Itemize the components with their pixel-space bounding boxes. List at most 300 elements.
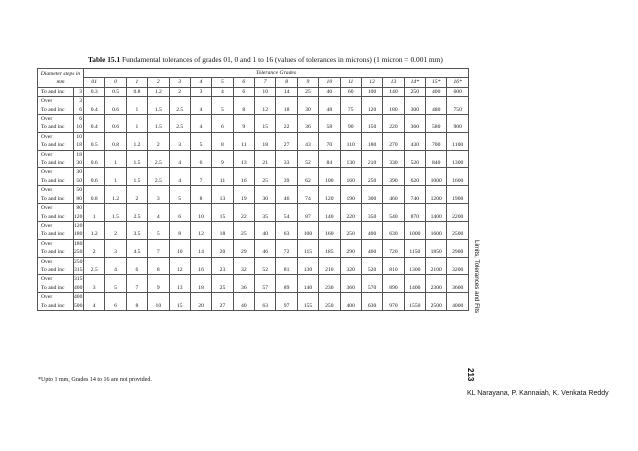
tolerance-value: 3: [105, 239, 126, 257]
tolerance-value: 0.8: [84, 186, 105, 204]
tolerance-value: 14: [276, 87, 297, 96]
tolerance-value: 75: [340, 97, 361, 115]
tolerance-value: 130: [297, 257, 318, 275]
tolerance-value: 250: [361, 168, 382, 186]
over-value: 400: [74, 294, 83, 301]
tolerance-value: 87: [297, 204, 318, 222]
tolerance-value: 1400: [426, 204, 447, 222]
tolerance-value: 2: [84, 239, 105, 257]
tolerance-value: 460: [361, 239, 382, 257]
tolerance-value: 400: [361, 221, 382, 239]
tolerance-value: 36: [297, 115, 318, 133]
tolerance-value: 10: [255, 87, 276, 96]
tolerance-value: 970: [383, 293, 404, 311]
over-value: 120: [74, 222, 83, 229]
over-label: Over: [38, 221, 74, 230]
tolerance-value: 1900: [447, 186, 469, 204]
tolerance-value: 300: [404, 97, 425, 115]
footnote: *Upto 1 mm, Grades 14 to 16 are not provided.: [38, 377, 152, 383]
tolerance-value: 12: [255, 97, 276, 115]
tolerance-value: 740: [404, 186, 425, 204]
tolerance-value: 1.2: [148, 87, 169, 96]
grade-header-cell: 16*: [447, 78, 469, 87]
tolerance-value: 4: [169, 150, 190, 168]
grade-header-cell: 10: [319, 78, 340, 87]
to-value: 80: [74, 195, 84, 204]
tolerance-value: 74: [297, 186, 318, 204]
tolerance-value: 1.5: [126, 168, 147, 186]
tolerance-value: 3600: [447, 275, 469, 293]
tolerance-value: 520: [361, 257, 382, 275]
tolerance-value: 0.6: [84, 150, 105, 168]
tolerance-value: 110: [340, 132, 361, 150]
tolerance-value: 190: [340, 186, 361, 204]
tolerance-value: 1: [126, 97, 147, 115]
tolerance-value: 18: [276, 97, 297, 115]
over-label: Over: [38, 150, 74, 159]
tolerance-value: 2200: [447, 204, 469, 222]
tolerance-value: 9: [212, 150, 233, 168]
tolerance-value: 4: [148, 204, 169, 222]
to-label: To and inc: [38, 195, 74, 204]
over-label: Over: [38, 97, 74, 106]
tolerance-value: 460: [383, 186, 404, 204]
tolerance-value: 3200: [447, 257, 469, 275]
tolerance-value: 10: [148, 293, 169, 311]
tolerance-value: 2: [126, 186, 147, 204]
tolerance-value: 1.2: [105, 186, 126, 204]
tolerance-value: 23: [212, 257, 233, 275]
tolerance-value: 400: [426, 87, 447, 96]
page-number: 213: [466, 368, 475, 382]
tolerance-value: 810: [383, 257, 404, 275]
tolerance-value: 13: [212, 186, 233, 204]
tolerance-value: 570: [361, 275, 382, 293]
over-value: 18: [74, 150, 84, 159]
tolerance-value: 7: [126, 275, 147, 293]
tolerance-value: 3: [84, 275, 105, 293]
tolerance-value: 2.5: [126, 204, 147, 222]
to-label: To and inc: [38, 123, 74, 132]
tolerance-value: 89: [276, 275, 297, 293]
table-row: [38, 186, 469, 195]
tolerance-value: 130: [340, 150, 361, 168]
tolerance-value: 330: [383, 150, 404, 168]
grade-header-cell: 11: [340, 78, 361, 87]
tolerance-value: 2500: [447, 221, 469, 239]
tolerance-value: 360: [340, 275, 361, 293]
tolerance-value: 3: [169, 132, 190, 150]
to-value: 10: [74, 123, 84, 132]
to-value: 120: [74, 213, 83, 220]
tolerance-value: 8: [212, 132, 233, 150]
grade-header-cell: 8: [276, 78, 297, 87]
tolerance-value: 0.4: [84, 115, 105, 133]
tolerance-value: 210: [319, 257, 340, 275]
tolerance-value: 0.6: [84, 168, 105, 186]
tolerance-value: 320: [340, 257, 361, 275]
grade-header-cell: 01: [84, 78, 105, 87]
table-row: [38, 168, 469, 177]
over-label: Over: [38, 239, 74, 248]
tolerance-value: 48: [319, 97, 340, 115]
tolerance-value: 14: [190, 239, 211, 257]
tolerance-value: 40: [255, 221, 276, 239]
tolerance-value: 1200: [426, 186, 447, 204]
table-body: [38, 87, 469, 310]
grade-header-cell: 9: [297, 78, 318, 87]
tolerance-value: 1000: [426, 168, 447, 186]
tolerance-value: 20: [190, 293, 211, 311]
tolerance-value: 84: [319, 150, 340, 168]
table-row: [38, 275, 469, 284]
over-value: 3: [74, 97, 84, 106]
tolerance-value: 12: [190, 221, 211, 239]
tolerance-value: 220: [340, 204, 361, 222]
tolerance-value: 5: [169, 186, 190, 204]
tolerance-value: 0.8: [105, 132, 126, 150]
grade-header-cell: 7: [255, 78, 276, 87]
tolerance-value: 155: [297, 293, 318, 311]
tolerance-value: 29: [233, 239, 254, 257]
to-value: 250: [74, 249, 83, 256]
grade-header-cell: 15*: [426, 78, 447, 87]
tolerance-value: 57: [255, 275, 276, 293]
tolerance-value: 630: [383, 221, 404, 239]
over-value: 50: [74, 186, 84, 195]
tolerance-value: 140: [297, 275, 318, 293]
tolerance-value: 3: [148, 186, 169, 204]
tolerance-value: 350: [361, 204, 382, 222]
tolerance-value: 32: [233, 257, 254, 275]
tolerance-value: 840: [426, 150, 447, 168]
tolerance-value: 7: [148, 239, 169, 257]
tolerance-value: 2.5: [84, 257, 105, 275]
over-value: 6: [74, 115, 84, 124]
tolerance-value: 2900: [447, 239, 469, 257]
to-label: To and inc: [38, 284, 74, 293]
tolerance-value: 30: [297, 97, 318, 115]
tolerance-value: 4: [105, 257, 126, 275]
tolerance-value: 1100: [447, 132, 469, 150]
tolerance-value: 22: [276, 115, 297, 133]
tolerance-value: 2300: [426, 275, 447, 293]
tolerance-value: 390: [383, 168, 404, 186]
tolerance-value: 8: [169, 221, 190, 239]
tolerance-value: 900: [447, 115, 469, 133]
tolerance-value: 10: [169, 239, 190, 257]
tolerance-value: 60: [340, 87, 361, 96]
to-value: 30: [74, 159, 84, 168]
tolerance-value: 1: [105, 150, 126, 168]
tolerance-value: 6: [212, 115, 233, 133]
tolerance-value: 4: [212, 87, 233, 96]
tolerance-value: 1.5: [105, 204, 126, 222]
tolerance-value: 5: [212, 97, 233, 115]
tolerance-value: 27: [276, 132, 297, 150]
grade-header-cell: 2: [148, 78, 169, 87]
table-caption-text: Fundamental tolerances of grades 01, 0 and 1 to 16 (values of tolerances in microns) (1 micron = 0.001 mm): [122, 55, 443, 64]
tolerance-value: 39: [276, 168, 297, 186]
tolerance-value: 16: [233, 168, 254, 186]
tolerance-value: 2: [105, 221, 126, 239]
table-row: [38, 239, 469, 248]
to-value: 500: [74, 302, 83, 309]
tolerance-value: 890: [383, 275, 404, 293]
tolerance-value: 11: [233, 132, 254, 150]
over-label: Over: [38, 257, 74, 266]
grade-header-cell: 12: [361, 78, 382, 87]
tolerance-value: 20: [212, 239, 233, 257]
tolerance-value: 0.8: [126, 87, 147, 96]
tolerance-value: 36: [233, 275, 254, 293]
tolerance-value: 300: [361, 186, 382, 204]
over-value: 315: [74, 276, 83, 283]
tolerance-value: 8: [190, 186, 211, 204]
table-row: [38, 115, 469, 124]
tolerance-value: 100: [319, 168, 340, 186]
tolerance-value: 13: [233, 150, 254, 168]
to-label: To and inc: [38, 141, 74, 150]
tolerance-value: 72: [276, 239, 297, 257]
tolerance-value: 63: [276, 221, 297, 239]
tolerance-value: 2.5: [148, 150, 169, 168]
over-value: 80: [74, 204, 84, 213]
table-row: [38, 87, 469, 88]
tolerance-value: 180: [361, 132, 382, 150]
tolerance-value: 62: [297, 168, 318, 186]
tolerance-value: 5: [190, 132, 211, 150]
tolerance-value: 3.5: [126, 221, 147, 239]
over-label: Over: [38, 204, 74, 213]
tolerance-value: 21: [255, 150, 276, 168]
tolerance-value: 220: [383, 115, 404, 133]
tolerance-value: 90: [340, 115, 361, 133]
to-value: 18: [74, 141, 84, 150]
over-label: Over: [38, 293, 74, 302]
table-row: [38, 97, 469, 106]
tolerance-value: 140: [319, 204, 340, 222]
to-label: To and inc: [38, 230, 74, 239]
tolerance-value: 70: [319, 132, 340, 150]
tolerance-value: 750: [447, 97, 469, 115]
tolerance-value: 63: [255, 293, 276, 311]
tolerance-value: 230: [319, 275, 340, 293]
tolerance-value: 100: [361, 87, 382, 96]
tolerance-value: 6: [169, 204, 190, 222]
table-row: [38, 257, 469, 266]
tolerance-value: 58: [319, 115, 340, 133]
tolerance-value: 7: [190, 168, 211, 186]
tolerance-value: 600: [447, 87, 469, 96]
tolerance-value: 1300: [404, 257, 425, 275]
tolerance-value: 8: [148, 257, 169, 275]
tolerance-value: 540: [383, 204, 404, 222]
to-label: To and inc: [38, 266, 74, 275]
tolerance-value: 4000: [447, 293, 469, 311]
table-row: [38, 293, 469, 302]
tolerance-value: 120: [319, 186, 340, 204]
to-value: 6: [74, 106, 84, 115]
to-label: To and inc: [38, 106, 74, 115]
to-label: To and inc: [38, 177, 74, 186]
tolerance-value: 43: [297, 132, 318, 150]
tolerance-value: 1.5: [148, 97, 169, 115]
tolerance-value: 40: [319, 87, 340, 96]
tolerance-value: 18: [255, 132, 276, 150]
tolerance-value: 1: [105, 168, 126, 186]
to-value: 180: [74, 231, 83, 238]
tolerance-value: 1.5: [148, 115, 169, 133]
tolerance-value: 81: [276, 257, 297, 275]
tolerance-value: 46: [276, 186, 297, 204]
tolerance-value: 180: [383, 97, 404, 115]
tolerance-value: 2500: [426, 293, 447, 311]
grade-header-cell: 0: [105, 78, 126, 87]
tolerance-value: 0.6: [105, 115, 126, 133]
tolerance-value: 25: [233, 221, 254, 239]
to-label: To and inc: [38, 159, 74, 168]
tolerance-value: 1600: [426, 221, 447, 239]
tolerance-value: 6: [105, 293, 126, 311]
tolerance-value: 0.3: [84, 87, 105, 96]
table-caption: [88, 55, 443, 64]
tolerance-value: 1.5: [126, 150, 147, 168]
tolerance-value: 3: [190, 87, 211, 96]
tolerance-value: 2.5: [169, 97, 190, 115]
table-row: [38, 132, 469, 141]
tolerance-value: 1: [84, 204, 105, 222]
tolerance-value: 4: [190, 115, 211, 133]
tolerance-value: 2: [169, 87, 190, 96]
tolerance-value: 270: [383, 132, 404, 150]
tolerance-value: 15: [169, 293, 190, 311]
author-credit: KL Narayana, P. Kannaiah, K. Venkata Reddy: [467, 390, 609, 397]
tolerance-value: 52: [297, 150, 318, 168]
tolerance-value: 40: [233, 293, 254, 311]
tolerance-value: 620: [404, 168, 425, 186]
tolerance-value: 1400: [404, 275, 425, 293]
tolerance-value: 1000: [404, 221, 425, 239]
tolerance-value: 250: [404, 87, 425, 96]
tolerance-value: 9: [233, 115, 254, 133]
tolerance-value: 15: [255, 115, 276, 133]
tolerance-value: 8: [126, 293, 147, 311]
grade-header-cell: 5: [212, 78, 233, 87]
tolerance-value: 0.4: [84, 97, 105, 115]
tolerance-value: 2.5: [148, 168, 169, 186]
tolerance-value: 54: [276, 204, 297, 222]
tolerance-value: 400: [340, 293, 361, 311]
table-label: Table 15.1: [88, 55, 121, 64]
to-label: To and inc: [38, 302, 74, 311]
tolerance-value: 46: [255, 239, 276, 257]
tolerance-value: 0.5: [84, 132, 105, 150]
tolerance-value: 25: [297, 87, 318, 96]
tolerance-value: 2.5: [169, 115, 190, 133]
tolerance-value: 4: [190, 97, 211, 115]
tolerance-value: 700: [426, 132, 447, 150]
tolerance-value: 480: [426, 97, 447, 115]
tolerance-value: 12: [169, 257, 190, 275]
grade-header-row: [38, 78, 469, 87]
tolerance-value: 120: [361, 97, 382, 115]
over-label: Over: [38, 115, 74, 124]
over-value: 30: [74, 168, 84, 177]
tolerance-value: 5: [148, 221, 169, 239]
tolerance-value: 5: [105, 275, 126, 293]
tolerance-value: 19: [233, 186, 254, 204]
side-label: Limits, Tolerances and Fits: [473, 240, 480, 314]
tolerance-value: 520: [404, 150, 425, 168]
over-label: Over: [38, 168, 74, 177]
tolerance-value: 1150: [404, 239, 425, 257]
grade-header-cell: 3: [169, 78, 190, 87]
tolerance-value: 25: [212, 275, 233, 293]
tolerance-value: 22: [233, 204, 254, 222]
tolerance-value: 1.2: [126, 132, 147, 150]
tolerance-value: 160: [319, 221, 340, 239]
tolerance-value: 11: [212, 168, 233, 186]
over-label: Over: [38, 186, 74, 195]
tolerance-value: 10: [190, 204, 211, 222]
tolerance-value: 1: [126, 115, 147, 133]
tolerance-value: 15: [212, 204, 233, 222]
tolerance-value: 360: [404, 115, 425, 133]
tolerance-value: 6: [233, 87, 254, 96]
tolerance-value: 1600: [447, 168, 469, 186]
to-value: 315: [74, 266, 83, 273]
tolerance-value: 16: [190, 257, 211, 275]
over-label: Over: [38, 275, 74, 284]
tolerance-value: 97: [276, 293, 297, 311]
over-value: 250: [74, 258, 83, 265]
to-value: 400: [74, 284, 83, 291]
tolerance-value: 720: [383, 239, 404, 257]
over-value: 10: [74, 132, 84, 141]
tolerance-value: 0.5: [105, 87, 126, 96]
tolerance-value: 290: [340, 239, 361, 257]
to-label: To and inc: [38, 88, 74, 97]
tolerance-value: 18: [190, 275, 211, 293]
tolerance-value: 185: [319, 239, 340, 257]
tolerance-value: 2100: [426, 257, 447, 275]
tolerance-value: 140: [383, 87, 404, 96]
tolerance-value: 4.5: [126, 239, 147, 257]
tolerance-value: 160: [340, 168, 361, 186]
tolerance-value: 210: [361, 150, 382, 168]
tolerance-value: 30: [255, 186, 276, 204]
tolerance-value: 630: [361, 293, 382, 311]
to-label: To and inc: [38, 213, 74, 222]
grades-title: Tolerance Grades: [84, 69, 469, 78]
tolerance-value: 1.2: [84, 221, 105, 239]
tolerance-table: [37, 68, 469, 311]
tolerance-value: 430: [404, 132, 425, 150]
grade-header-cell: 6: [233, 78, 254, 87]
tolerance-value: 35: [255, 204, 276, 222]
tolerance-value: 870: [404, 204, 425, 222]
tolerance-value: 1300: [447, 150, 469, 168]
tolerance-value: 115: [297, 239, 318, 257]
over-label: Over: [38, 132, 74, 141]
tolerance-value: 100: [297, 221, 318, 239]
grade-header-cell: 14*: [404, 78, 425, 87]
grade-header-cell: 13: [383, 78, 404, 87]
to-value: 3: [74, 88, 84, 97]
tolerance-value: 4: [84, 293, 105, 311]
tolerance-value: 1850: [426, 239, 447, 257]
